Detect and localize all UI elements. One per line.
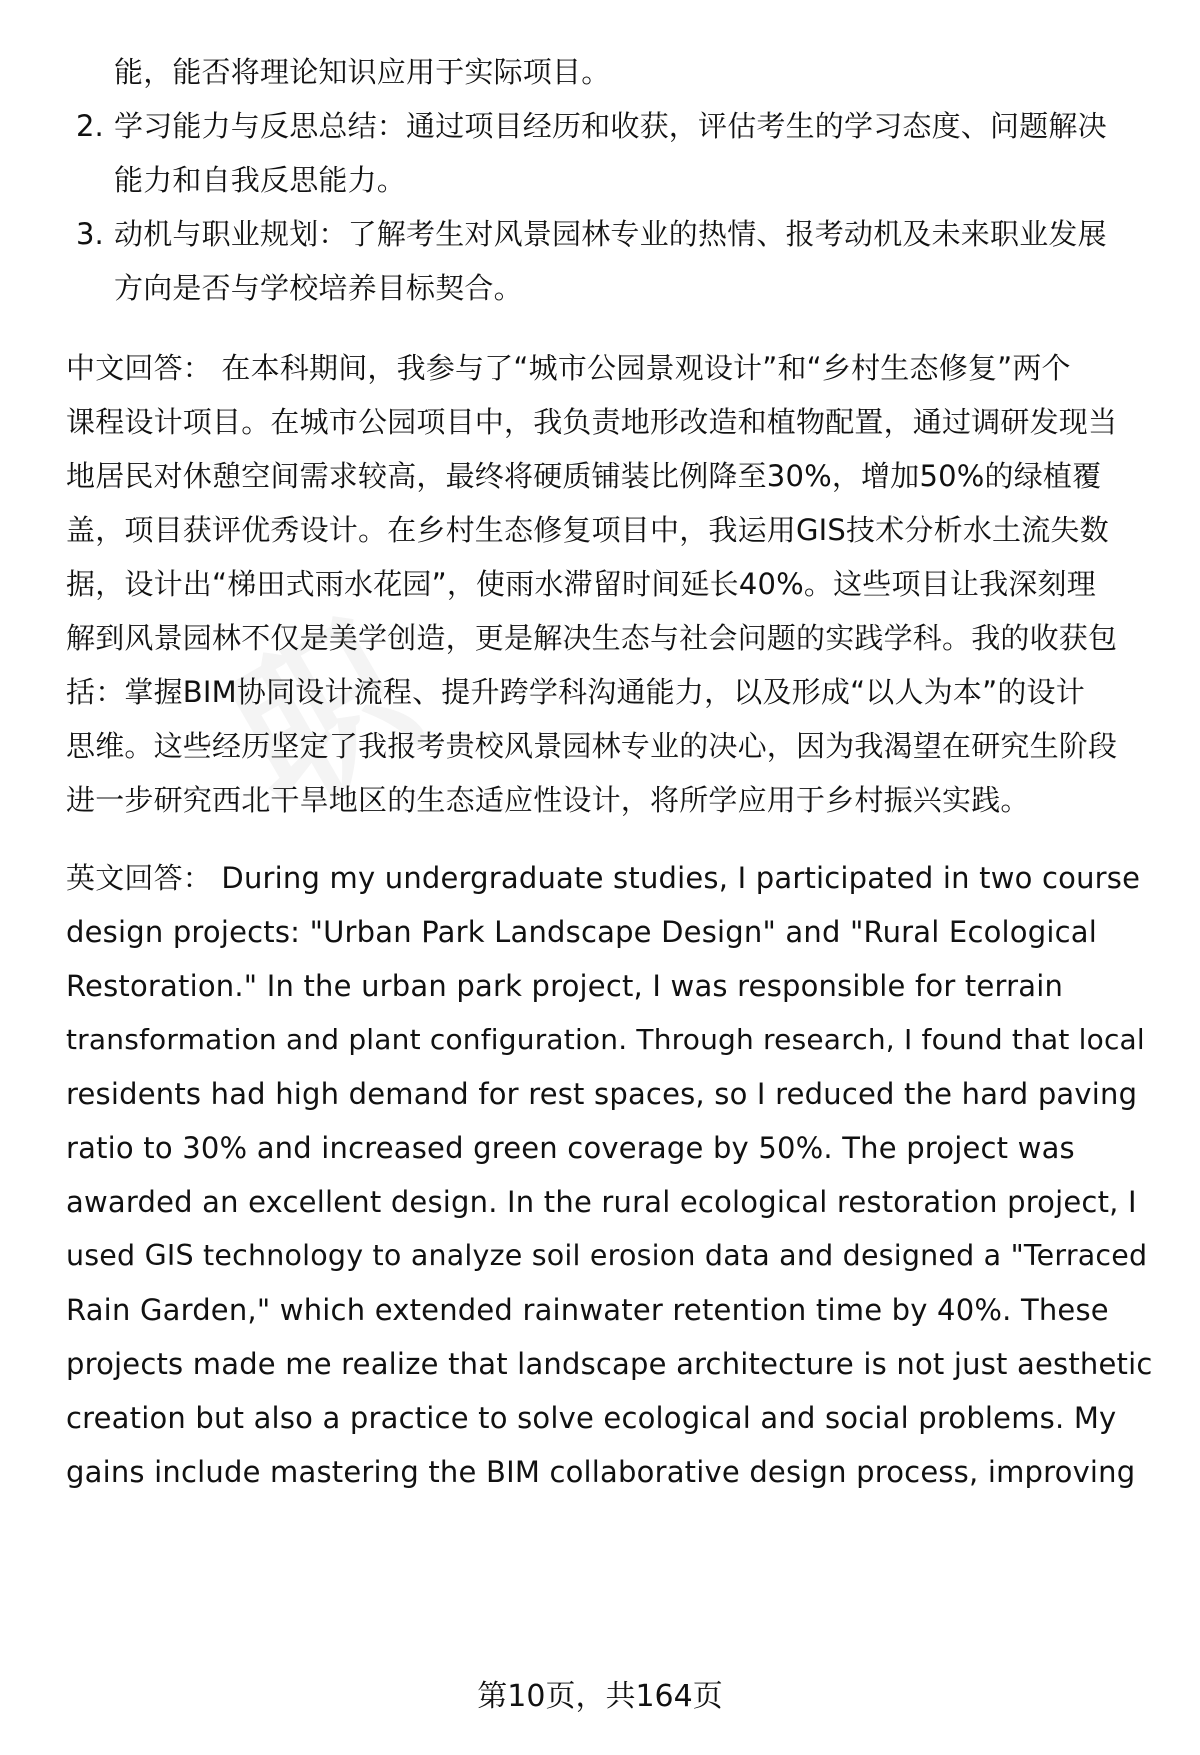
english-answer-line: design projects: "Urban Park Landscape Design" and "Rural Ecological: [66, 915, 1097, 949]
english-answer-line: residents had high demand for rest spaces, so I reduced the hard paving: [66, 1077, 1138, 1111]
list-item-3-number: 3.: [76, 217, 104, 251]
english-answer-line: 英文回答： During my undergraduate studies, I participated in two course: [66, 861, 1141, 895]
english-answer-line: transformation and plant configuration. Through research, I found that local: [66, 1023, 1145, 1056]
english-answer-line: gains include mastering the BIM collaborative design process, improving: [66, 1455, 1136, 1489]
english-answer-line: projects made me realize that landscape architecture is not just aesthetic: [66, 1347, 1153, 1381]
chinese-answer-line: 盖，项目获评优秀设计。在乡村生态修复项目中，我运用GIS技术分析水土流失数: [66, 513, 1109, 547]
english-answer-line: creation but also a practice to solve ecological and social problems. My: [66, 1401, 1117, 1435]
english-answer-line: Rain Garden," which extended rainwater retention time by 40%. These: [66, 1293, 1109, 1327]
list-item-3-line-2: 方向是否与学校培养目标契合。: [114, 271, 523, 305]
list-item-2-line-1: 学习能力与反思总结：通过项目经历和收获，评估考生的学习态度、问题解决: [114, 109, 1107, 143]
chinese-answer-line: 课程设计项目。在城市公园项目中，我负责地形改造和植物配置，通过调研发现当: [66, 405, 1118, 439]
list-item-2-line-2: 能力和自我反思能力。: [114, 163, 407, 197]
chinese-answer-line: 中文回答： 在本科期间，我参与了“城市公园景观设计”和“乡村生态修复”两个: [66, 351, 1071, 385]
english-answer-line: Restoration." In the urban park project, I was responsible for terrain: [66, 969, 1064, 1003]
chinese-answer-line: 解到风景园林不仅是美学创造，更是解决生态与社会问题的实践学科。我的收获包: [66, 621, 1118, 655]
english-answer-line: used GIS technology to analyze soil erosion data and designed a "Terraced: [66, 1239, 1148, 1272]
english-answer-line: awarded an excellent design. In the rural ecological restoration project, I: [66, 1185, 1137, 1219]
chinese-answer-line: 进一步研究西北干旱地区的生态适应性设计，将所学应用于乡村振兴实践。: [66, 783, 1030, 817]
list-item-1-line-1: 能，能否将理论知识应用于实际项目。: [114, 55, 611, 89]
english-answer-line: ratio to 30% and increased green coverage by 50%. The project was: [66, 1131, 1075, 1165]
chinese-answer-line: 地居民对休憩空间需求较高，最终将硬质铺装比例降至30%，增加50%的绿植覆: [66, 459, 1102, 493]
chinese-answer-line: 括：掌握BIM协同设计流程、提升跨学科沟通能力，以及形成“以人为本”的设计: [66, 675, 1085, 709]
chinese-answer-line: 据，设计出“梯田式雨水花园”，使雨水滞留时间延长40%。这些项目让我深刻理: [66, 567, 1096, 601]
list-item-2-number: 2.: [76, 109, 104, 143]
page-number-footer: 第10页，共164页: [477, 1679, 723, 1714]
list-item-3-line-1: 动机与职业规划：了解考生对风景园林专业的热情、报考动机及未来职业发展: [114, 217, 1107, 251]
chinese-answer-line: 思维。这些经历坚定了我报考贵校风景园林专业的决心，因为我渴望在研究生阶段: [66, 729, 1118, 763]
